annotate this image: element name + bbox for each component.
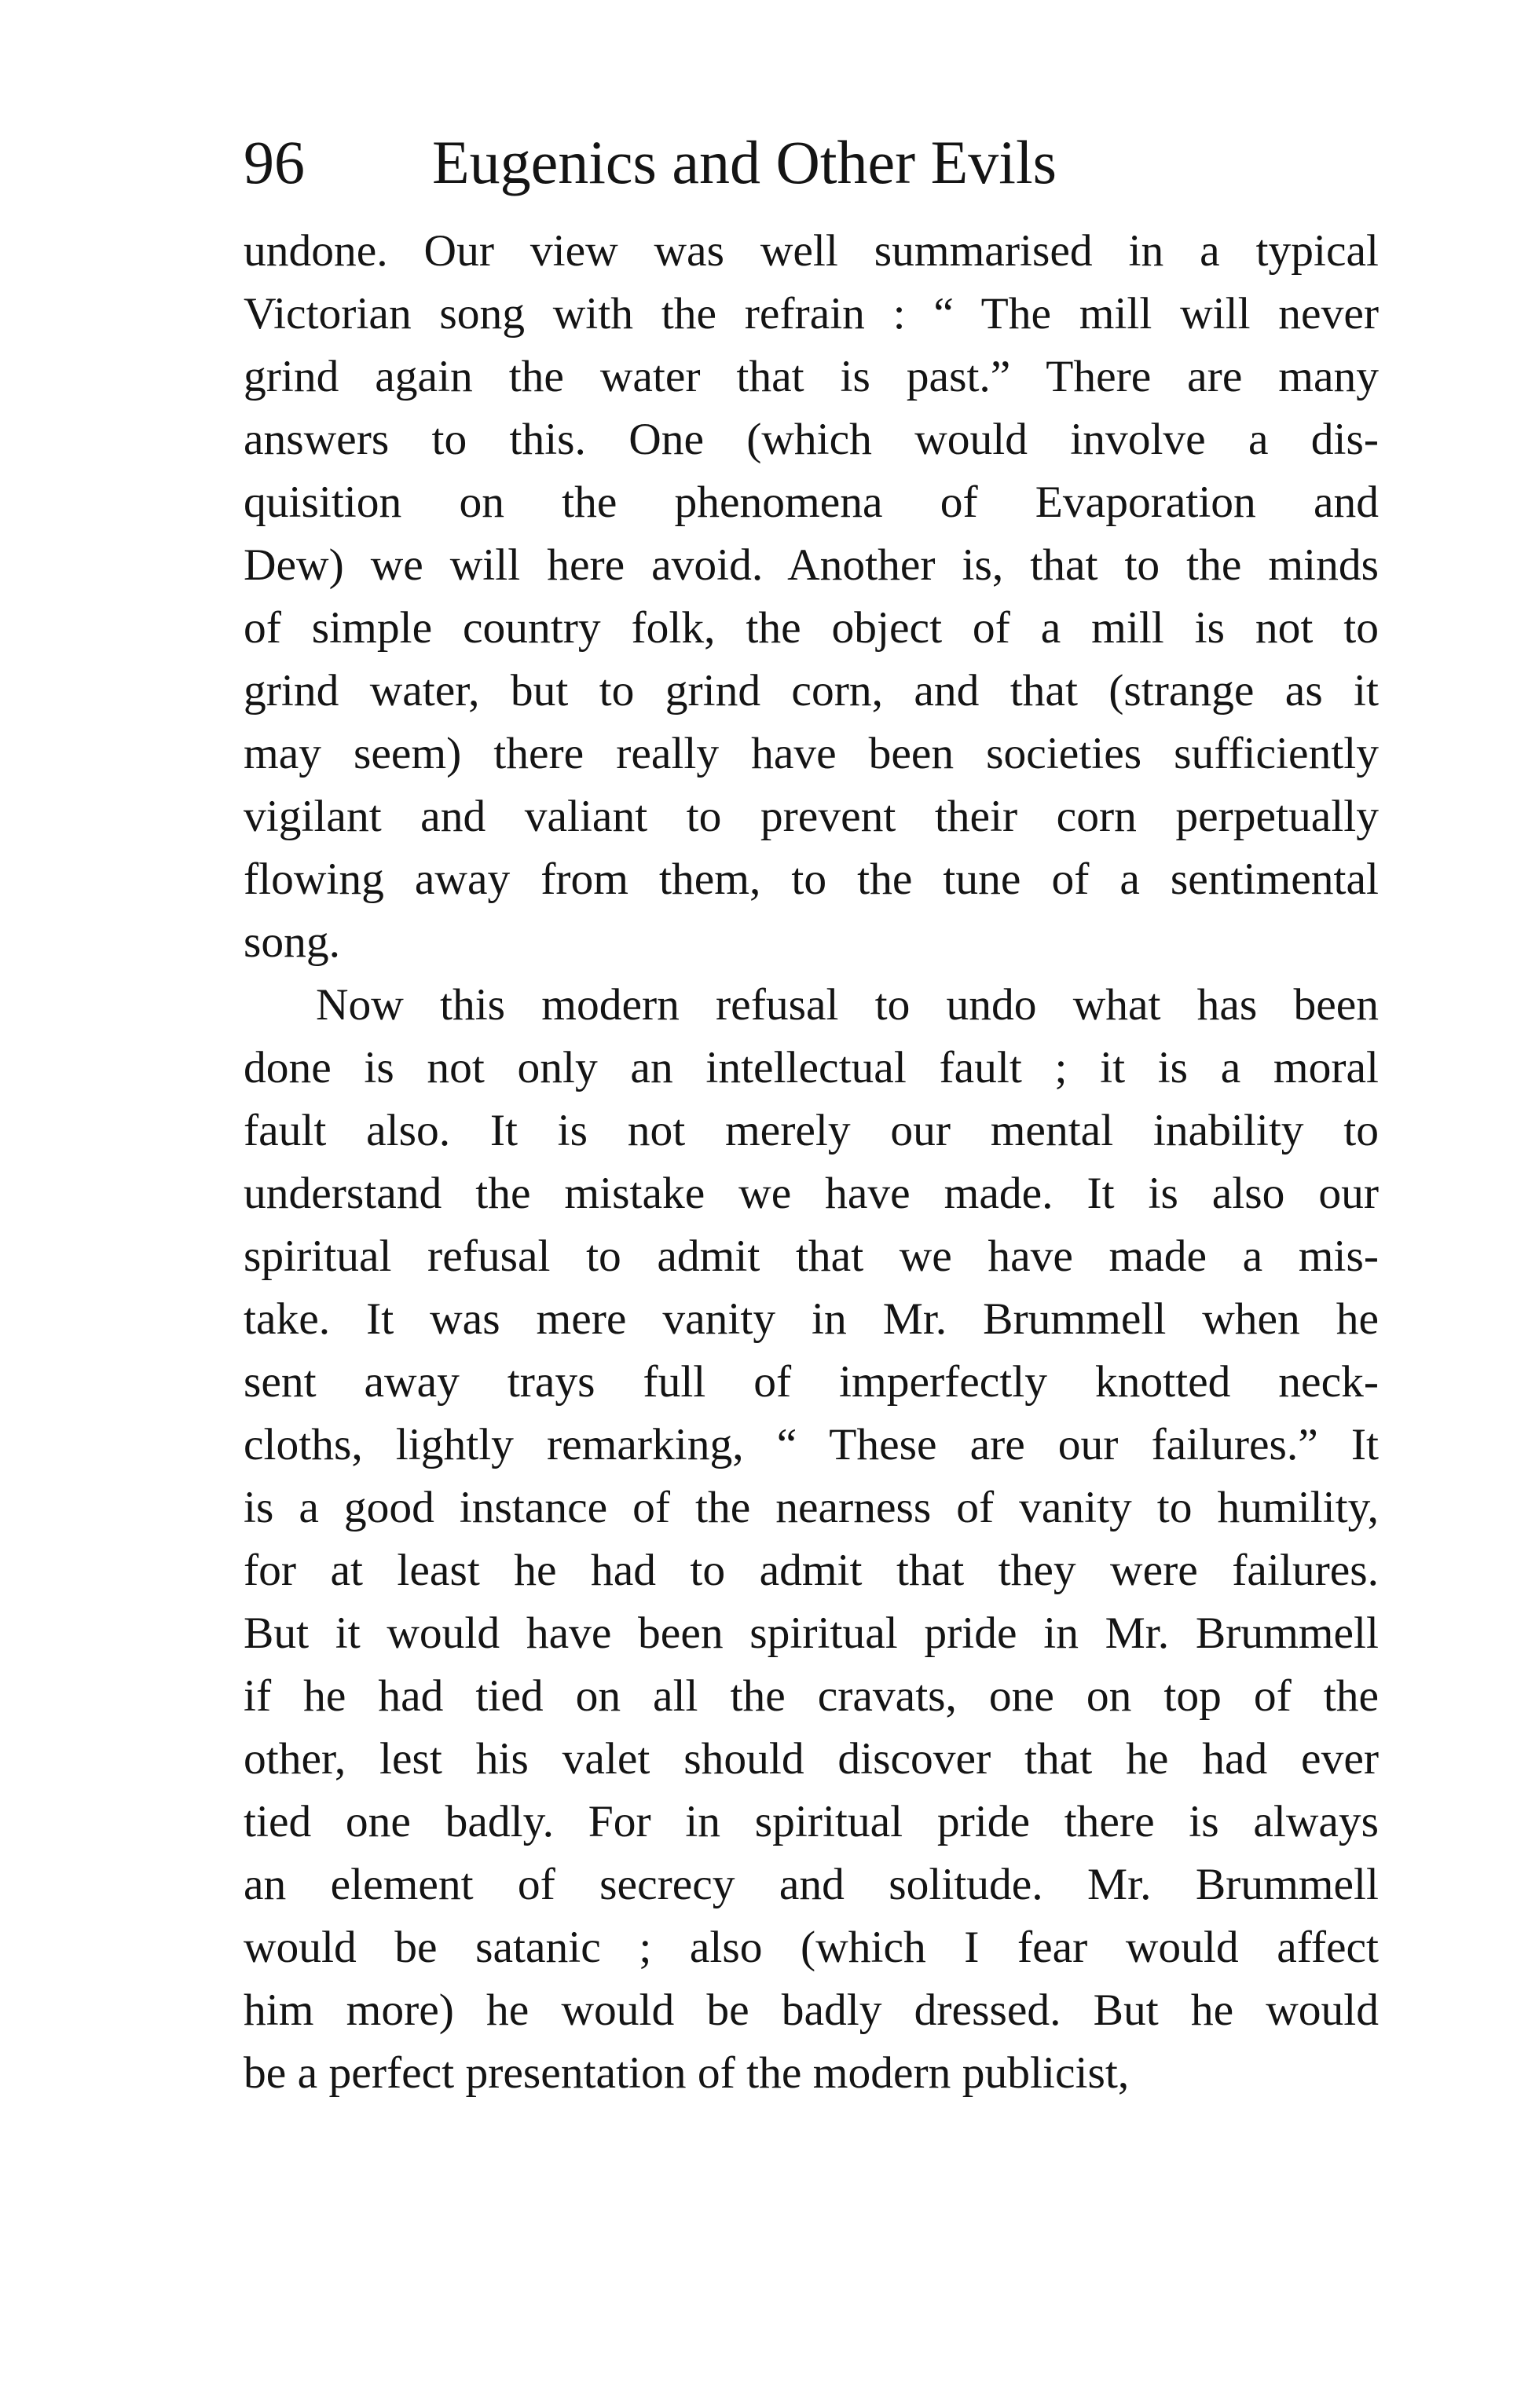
text-line: song. xyxy=(244,917,341,967)
text-line: if he had tied on all the cravats, one on top of the xyxy=(244,1671,1379,1721)
text-line: take. It was mere vanity in Mr. Brummell when he xyxy=(244,1294,1379,1344)
text-line: Now this modern refusal to undo what has been xyxy=(316,980,1379,1030)
running-title: Eugenics and Other Evils xyxy=(432,128,1057,196)
text-line: fault also. It is not merely our mental inability to xyxy=(244,1106,1379,1155)
text-line: is a good instance of the nearness of vanity to humility, xyxy=(244,1483,1379,1532)
paragraph xyxy=(244,974,1379,2105)
text-line: him more) he would be badly dressed. But he would xyxy=(244,1985,1379,2035)
page-number: 96 xyxy=(244,128,305,196)
text-line: would be satanic ; also (which I fear would affect xyxy=(244,1923,1379,1972)
text-line: be a perfect presentation of the modern publicist, xyxy=(244,2048,1130,2098)
paragraph xyxy=(244,220,1379,974)
text-line: may seem) there really have been societies sufficiently xyxy=(244,729,1379,778)
text-line: grind again the water that is past.” There are many xyxy=(244,352,1379,401)
text-line: sent away trays full of imperfectly knotted neck- xyxy=(244,1357,1379,1407)
text-line: of simple country folk, the object of a mill is not to xyxy=(244,603,1379,653)
text-line: understand the mistake we have made. It is also our xyxy=(244,1169,1379,1218)
text-line: an element of secrecy and solitude. Mr. Brummell xyxy=(244,1860,1379,1909)
text-line: flowing away from them, to the tune of a sentimental xyxy=(244,855,1379,904)
text-line: cloths, lightly remarking, “ These are our failures.” It xyxy=(244,1420,1379,1469)
text-line: for at least he had to admit that they were failures. xyxy=(244,1546,1379,1595)
text-line: But it would have been spiritual pride in Mr. Brummell xyxy=(244,1608,1379,1658)
running-header xyxy=(244,119,1375,206)
text-line: Victorian song with the refrain : “ The mill will never xyxy=(244,289,1379,339)
text-line: quisition on the phenomena of Evaporation and xyxy=(244,478,1379,527)
text-line: done is not only an intellectual fault ; it is a moral xyxy=(244,1043,1379,1092)
text-line: other, lest his valet should discover that he had ever xyxy=(244,1734,1379,1784)
text-line: spiritual refusal to admit that we have made a mis- xyxy=(244,1231,1379,1281)
text-line: tied one badly. For in spiritual pride there is always xyxy=(244,1797,1379,1846)
text-line: vigilant and valiant to prevent their corn perpetually xyxy=(244,792,1379,841)
body-text xyxy=(244,220,1379,2105)
text-line: answers to this. One (which would involve a dis- xyxy=(244,415,1379,464)
text-line: grind water, but to grind corn, and that (strange as it xyxy=(244,666,1379,715)
text-line: undone. Our view was well summarised in a typical xyxy=(244,226,1379,276)
text-line: Dew) we will here avoid. Another is, that to the minds xyxy=(244,540,1379,590)
